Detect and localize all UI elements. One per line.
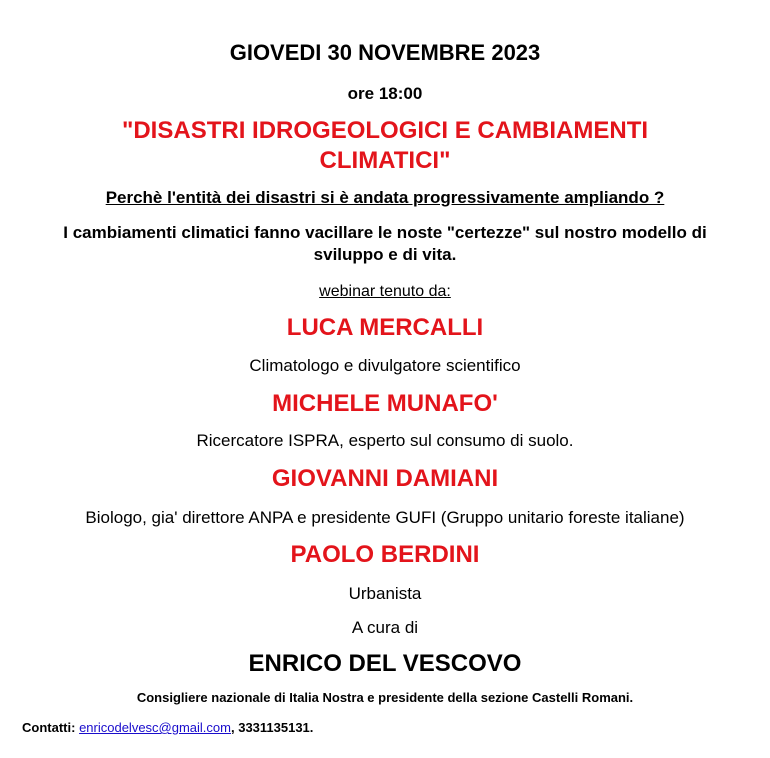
event-question: Perchè l'entità dei disastri si è andata progressivamente ampliando ?	[105, 188, 665, 207]
speaker-name: PAOLO BERDINI	[290, 541, 480, 568]
webinar-label: webinar tenuto da:	[319, 283, 451, 300]
curator-name: ENRICO DEL VESCOVO	[248, 650, 522, 677]
speaker-name: LUCA MERCALLI	[286, 314, 484, 341]
speaker-name: MICHELE MUNAFO'	[272, 390, 498, 417]
speaker-name: GIOVANNI DAMIANI	[271, 465, 499, 492]
contact-email-link[interactable]: enricodelvesc@gmail.com	[79, 720, 231, 735]
contacts-label: Contatti:	[22, 720, 76, 735]
contacts-line	[22, 720, 313, 735]
speaker-role: Urbanista	[348, 584, 422, 603]
event-title: "DISASTRI IDROGEOLOGICI E CAMBIAMENTI CLIMATICI"	[121, 117, 649, 174]
speaker-role: Biologo, gia' direttore ANPA e presidente GUFI (Gruppo unitario foreste italiane)	[85, 508, 685, 527]
event-date: GIOVEDI 30 NOVEMBRE 2023	[229, 40, 541, 65]
curator-role: Consigliere nazionale di Italia Nostra e presidente della sezione Castelli Romani.	[136, 690, 634, 705]
speaker-role: Ricercatore ISPRA, esperto sul consumo di suolo.	[196, 431, 574, 450]
event-intro: I cambiamenti climatici fanno vacillare le noste "certezze" sul nostro modello di sviluppo e di vita.	[63, 223, 707, 264]
contact-phone: , 3331135131.	[230, 720, 314, 735]
event-time: ore 18:00	[347, 84, 423, 103]
speaker-role: Climatologo e divulgatore scientifico	[249, 356, 521, 375]
curated-by-label: A cura di	[351, 618, 419, 637]
